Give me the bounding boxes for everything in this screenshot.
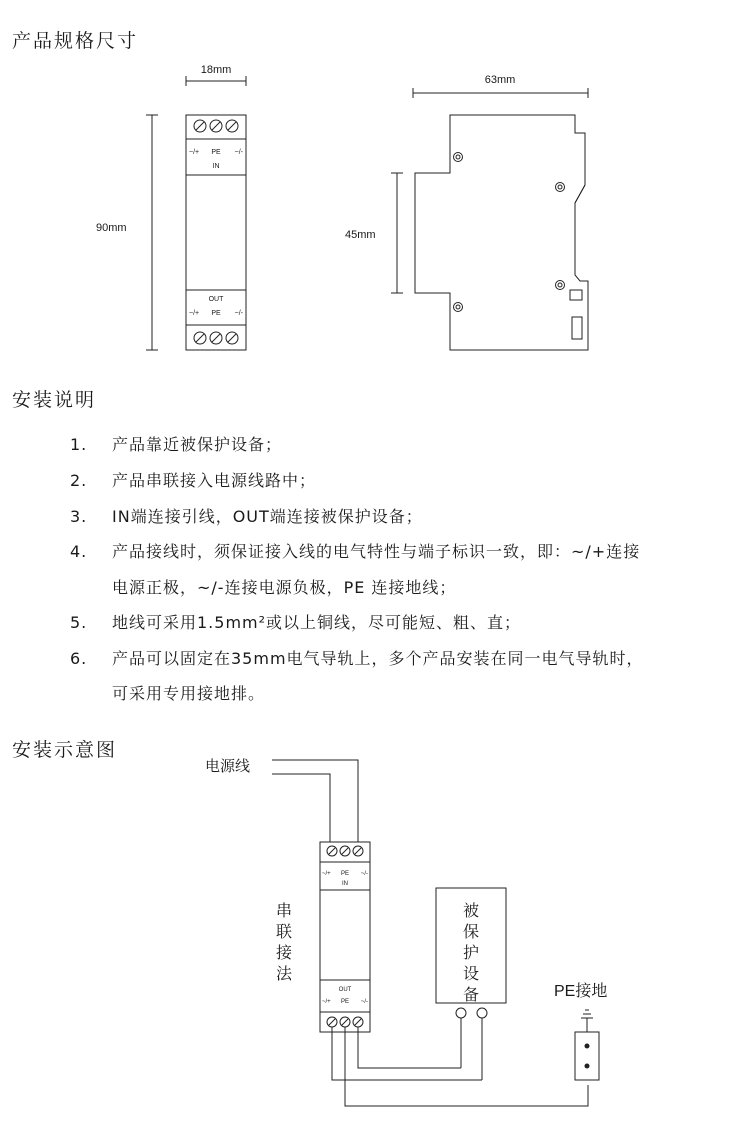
in-label: IN — [212, 163, 220, 170]
power-line-label: 电源线 — [205, 758, 251, 775]
protected-device-label: 被保护设备 — [462, 901, 479, 1004]
dimension-drawing — [0, 55, 750, 360]
diagram-title: 安装示意图 — [12, 739, 118, 761]
pe-ground-label: PE接地 — [554, 983, 608, 1000]
terminal-pe-label: PE — [211, 310, 221, 317]
instructions-title: 安装说明 — [12, 389, 97, 411]
out-label: OUT — [338, 987, 352, 993]
terminal-pe-label: PE — [340, 871, 350, 877]
in-label: IN — [342, 881, 348, 887]
instruction-continuation: 可采用专用接地排。 — [112, 684, 266, 703]
instruction-item: 4. 产品接线时，须保证接入线的电气特性与端子标识一致，即：~/+连接 — [70, 542, 641, 561]
width-dim-label: 18mm — [200, 64, 232, 76]
instruction-continuation: 电源正极，~/-连接电源负极，PE 连接地线； — [112, 578, 457, 597]
mount-dim-label: 45mm — [345, 229, 376, 241]
terminal-pe-label: PE — [340, 999, 350, 1005]
dimensions-title: 产品规格尺寸 — [12, 30, 139, 52]
instruction-item: 6. 产品可以固定在35mm电气导轨上，多个产品安装在同一电气导轨时， — [70, 649, 644, 668]
series-connection-label: 串联接法 — [275, 901, 292, 983]
terminal-pos-label: ~/+ — [189, 149, 200, 156]
terminal-pos-label: ~/+ — [189, 310, 200, 317]
terminal-neg-label: ~/- — [360, 871, 368, 877]
height-dim-label: 90mm — [96, 222, 127, 234]
terminal-neg-label: ~/- — [234, 149, 243, 156]
terminal-neg-label: ~/- — [234, 310, 243, 317]
wiring-diagram — [0, 750, 750, 1140]
terminal-pos-label: ~/+ — [322, 871, 331, 877]
instruction-item: 5. 地线可采用1.5mm²或以上铜线，尽可能短、粗、直； — [70, 613, 522, 632]
terminal-pe-label: PE — [211, 149, 221, 156]
instruction-item: 2. 产品串联接入电源线路中； — [70, 471, 317, 490]
terminal-neg-label: ~/- — [360, 999, 368, 1005]
instruction-item: 3. IN端连接引线，OUT端连接被保护设备； — [70, 507, 423, 526]
out-label: OUT — [208, 296, 224, 303]
depth-dim-label: 63mm — [484, 74, 516, 86]
instruction-item: 1. 产品靠近被保护设备； — [70, 435, 283, 454]
terminal-pos-label: ~/+ — [322, 999, 331, 1005]
